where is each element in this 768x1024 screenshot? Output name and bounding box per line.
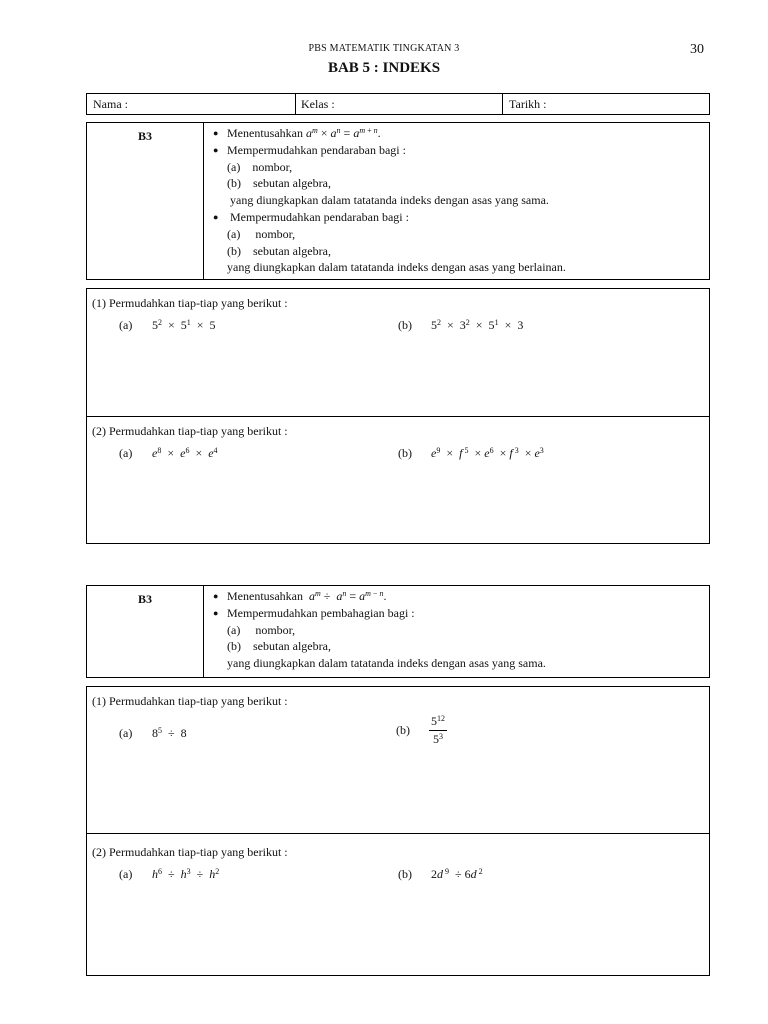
math-expression: $5^2 \times 5^1 \times 5$ <box>152 318 216 332</box>
bullet-icon: ● <box>213 607 219 618</box>
objective-item <box>209 588 709 605</box>
objective-note: yang diungkapkan dalam tatatanda indeks dengan asas yang sama. <box>230 193 549 208</box>
objective-note: yang diungkapkan dalam tatatanda indeks dengan asas yang berlainan. <box>227 260 566 275</box>
question-2-title: (2) Permudahkan tiap-tiap yang berikut : <box>92 845 288 859</box>
objectives-list <box>203 588 709 672</box>
objective-subitem: (b) sebutan algebra, <box>227 243 331 258</box>
class-label: Kelas : <box>301 97 335 111</box>
date-field[interactable] <box>503 94 710 114</box>
objective-item <box>209 209 709 226</box>
objective-subitem: (a) nombor, <box>227 226 296 241</box>
learning-code: B3 <box>137 129 152 143</box>
chapter-title: BAB 5 : INDEKS <box>327 60 441 76</box>
objective-text: Mempermudahkan pendaraban bagi : <box>227 142 406 157</box>
question-1-title: (1) Permudahkan tiap-tiap yang berikut : <box>92 296 288 310</box>
item-label: (a) <box>119 726 133 740</box>
name-field[interactable] <box>87 94 295 114</box>
item-label: (b) <box>396 723 410 737</box>
objective-note: yang diungkapkan dalam tatatanda indeks dengan asas yang sama. <box>227 656 546 671</box>
question-2b <box>398 867 483 882</box>
learning-code: B3 <box>137 592 152 606</box>
objectives-box-2 <box>86 585 710 678</box>
item-label: (b) <box>398 867 412 881</box>
item-label: (a) <box>119 867 133 881</box>
item-label: (a) <box>119 318 133 332</box>
objective-item <box>209 605 709 622</box>
question-1b <box>398 318 523 333</box>
document-title: PBS MATEMATIK TINGKATAN 3 <box>308 43 460 54</box>
objectives-list <box>203 125 709 276</box>
objective-subitem: (a) nombor, <box>227 159 293 174</box>
item-label: (b) <box>398 318 412 332</box>
objective-subitem: (a) nombor, <box>227 622 296 637</box>
math-expression: $e^9 \times f$ $^5 \times e^6 \times f$ $^3 \times e^3$ <box>431 446 544 460</box>
math-expression: $8^5 \div 8$ <box>152 726 187 740</box>
question-2a <box>119 446 218 461</box>
question-1-title: (1) Permudahkan tiap-tiap yang berikut : <box>92 694 288 708</box>
bullet-icon: ● <box>213 591 219 601</box>
objective-text: Mempermudahkan pembahagian bagi : <box>227 605 415 620</box>
questions-box-1 <box>86 288 710 544</box>
objectives-box-1 <box>86 122 710 280</box>
math-expression: $h^6 \div h^3 \div h^2$ <box>152 867 220 881</box>
fraction-numerator: $5^{12}$ <box>429 714 447 731</box>
item-label: (b) <box>398 446 412 460</box>
objective-rendered: Menentusahkan $a^m \times a^n = a^{m + n}$. <box>227 126 381 140</box>
math-expression: 2d $^9$ ÷ 6d $^2$ <box>431 867 483 881</box>
math-expression: $e^8 \times e^6 \times e^4$ <box>152 446 218 460</box>
question-1a <box>119 726 187 741</box>
page-number: 30 <box>690 42 704 57</box>
objective-rendered: Menentusahkan $a^m \div a^n = a^{m - n}$. <box>227 589 387 603</box>
item-label: (a) <box>119 446 133 460</box>
fraction-denominator: $5^3$ <box>433 732 443 746</box>
question-2b <box>398 446 544 461</box>
bullet-icon: ● <box>213 128 219 138</box>
date-label: Tarikh : <box>509 97 547 111</box>
info-row <box>86 93 710 115</box>
objective-text: Mempermudahkan pendaraban bagi : <box>230 209 409 224</box>
math-expression: $5^2 \times 3^2 \times 5^1 \times 3$ <box>431 318 524 332</box>
question-2-title: (2) Permudahkan tiap-tiap yang berikut : <box>92 424 288 438</box>
objective-item <box>209 142 709 159</box>
questions-box-2 <box>86 686 710 976</box>
question-1a <box>119 318 216 333</box>
class-field[interactable] <box>295 94 503 114</box>
objective-subitem: (b) sebutan algebra, <box>227 176 331 191</box>
question-2a <box>119 867 219 882</box>
fraction-expression <box>429 714 447 747</box>
bullet-icon: ● <box>213 144 219 155</box>
objective-item <box>209 125 709 142</box>
question-1b <box>396 714 447 747</box>
objective-subitem: (b) sebutan algebra, <box>227 639 331 654</box>
bullet-icon: ● <box>213 211 219 222</box>
name-label: Nama : <box>93 97 128 111</box>
